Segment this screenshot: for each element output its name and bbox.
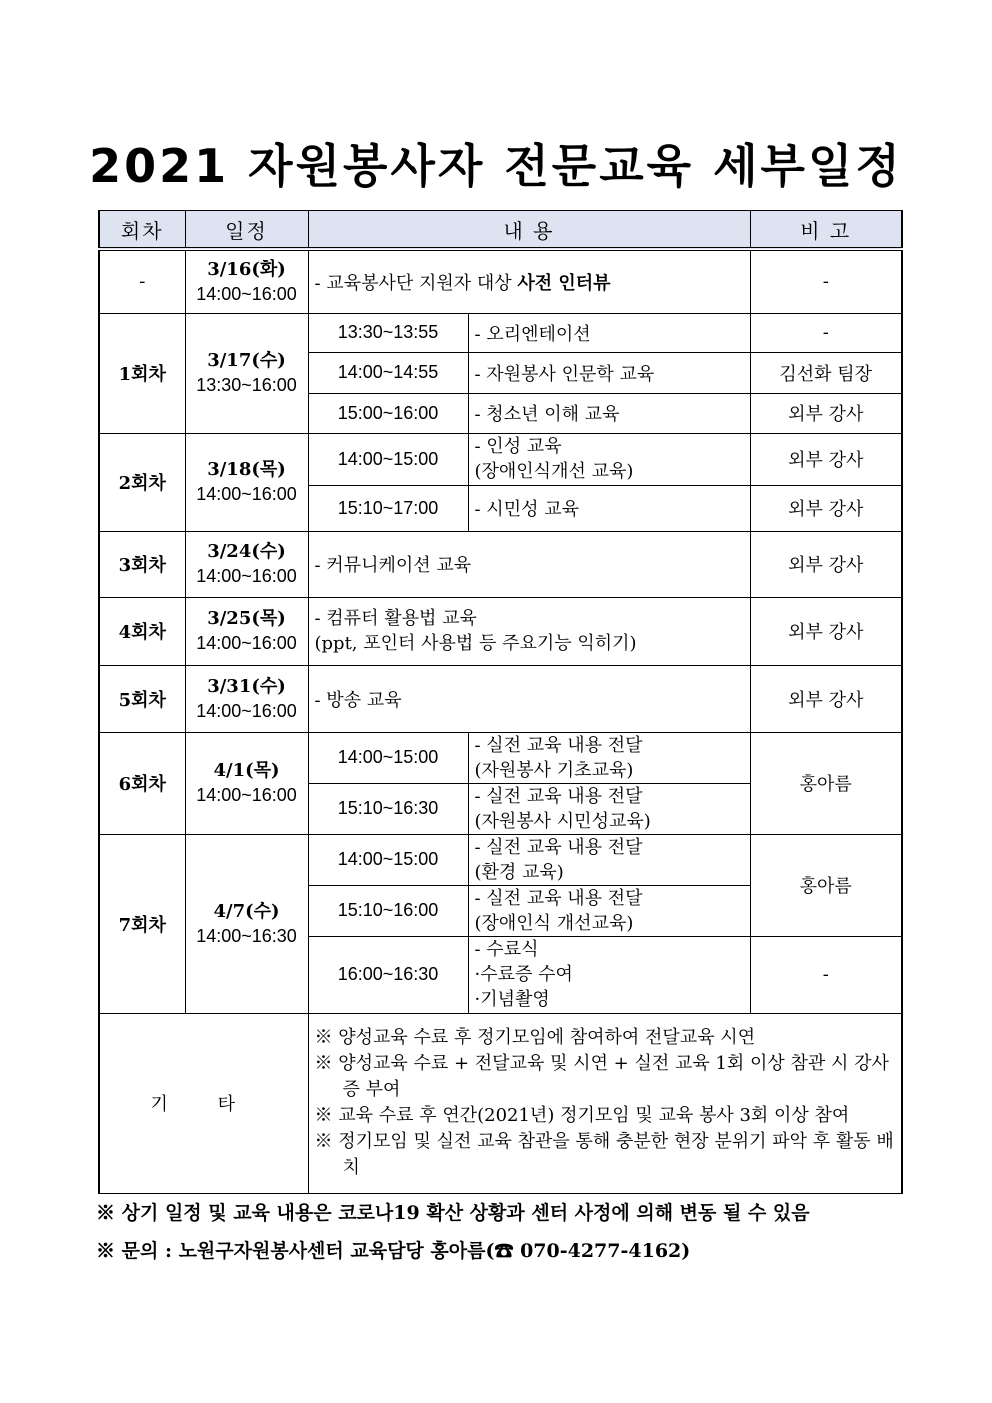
- table-row: [99, 249, 902, 313]
- session-cell: 4회차: [99, 597, 185, 665]
- note-cell: 외부 강사: [750, 433, 902, 485]
- header-note: 비 고: [750, 211, 902, 250]
- date-cell: [185, 665, 308, 732]
- note-cell: 김선화 팀장: [750, 352, 902, 393]
- time-range-text: 13:30~16:00: [196, 375, 297, 395]
- schedule-table: [98, 210, 903, 1194]
- note-cell: 외부 강사: [750, 597, 902, 665]
- session-cell: 1회차: [99, 313, 185, 433]
- note-cell: -: [750, 313, 902, 352]
- note-item: ※ 양성교육 수료 + 전달교육 및 시연 + 실전 교육 1회 이상 참관 시 강사증 부여: [314, 1053, 889, 1100]
- date-cell: [185, 433, 308, 531]
- header-content: 내 용: [308, 211, 750, 250]
- date-text: 4/7(수): [213, 900, 280, 922]
- table-row: [99, 732, 902, 783]
- time-range-text: 14:00~16:30: [196, 925, 297, 946]
- date-text: 3/31(수): [207, 675, 286, 697]
- slot-time-cell: 15:10~16:30: [308, 783, 468, 834]
- table-row: [99, 313, 902, 352]
- date-text: 3/18(목): [207, 459, 286, 480]
- content-cell: - 인성 교육 (장애인식개선 교육): [468, 433, 750, 485]
- content-cell: - 청소년 이해 교육: [468, 393, 750, 433]
- time-range-text: 14:00~16:00: [196, 484, 297, 504]
- date-cell: [185, 732, 308, 834]
- time-range-text: 14:00~16:00: [196, 566, 297, 586]
- content-cell: - 컴퓨터 활용법 교육 (ppt, 포인터 사용법 등 주요기능 익히기): [308, 597, 750, 665]
- footer-contact: ※ 문의 : 노원구자원봉사센터 교육담당 홍아름(☎ 070-4277-4162): [96, 1240, 691, 1262]
- content-cell: - 시민성 교육: [468, 485, 750, 531]
- date-text: 3/24(수): [207, 541, 286, 562]
- note-cell: 외부 강사: [750, 485, 902, 531]
- table-row: [99, 531, 902, 597]
- time-range-text: 14:00~16:00: [196, 785, 297, 805]
- page-title: 2021 자원봉사자 전문교육 세부일정: [89, 139, 903, 193]
- date-text: 3/16(화): [207, 258, 286, 280]
- date-cell: [185, 597, 308, 665]
- slot-time-cell: 14:00~15:00: [308, 732, 468, 783]
- date-cell: [185, 313, 308, 433]
- slot-time-cell: 16:00~16:30: [308, 936, 468, 1013]
- session-cell: 3회차: [99, 531, 185, 597]
- note-cell: 홍아름: [750, 834, 902, 936]
- session-cell: 7회차: [99, 834, 185, 1013]
- header-session: 회차: [99, 211, 185, 250]
- time-range-text: 14:00~16:00: [196, 633, 297, 653]
- note-item: ※ 정기모임 및 실전 교육 참관을 통해 충분한 현장 분위기 파악 후 활동 배치: [314, 1131, 894, 1178]
- date-text: 3/17(수): [207, 350, 286, 371]
- note-cell: -: [750, 249, 902, 313]
- table-row: [99, 597, 902, 665]
- etc-label: 기 타: [99, 1013, 308, 1193]
- content-cell: - 실전 교육 내용 전달 (자원봉사 시민성교육): [468, 783, 750, 834]
- session-cell: 5회차: [99, 665, 185, 732]
- note-cell: 홍아름: [750, 732, 902, 834]
- slot-time-cell: 14:00~15:00: [308, 433, 468, 485]
- session-cell: 2회차: [99, 433, 185, 531]
- time-range-text: 14:00~16:00: [196, 283, 297, 304]
- note-cell: -: [750, 936, 902, 1013]
- note-cell: 외부 강사: [750, 531, 902, 597]
- slot-time-cell: 15:00~16:00: [308, 393, 468, 433]
- content-cell: - 실전 교육 내용 전달 (환경 교육): [468, 834, 750, 885]
- slot-time-cell: 15:10~17:00: [308, 485, 468, 531]
- content-cell: [308, 249, 750, 313]
- date-text: 4/1(목): [213, 760, 280, 781]
- content-cell: - 방송 교육: [308, 665, 750, 732]
- slot-time-cell: 13:30~13:55: [308, 313, 468, 352]
- note-item: ※ 교육 수료 후 연간(2021년) 정기모임 및 교육 봉사 3회 이상 참여: [314, 1105, 850, 1126]
- session-cell: 6회차: [99, 732, 185, 834]
- slot-time-cell: 14:00~15:00: [308, 834, 468, 885]
- content-cell: - 실전 교육 내용 전달 (자원봉사 기초교육): [468, 732, 750, 783]
- slot-time-cell: 14:00~14:55: [308, 352, 468, 393]
- content-emphasis: 사전 인터뷰: [517, 272, 611, 294]
- content-cell: - 자원봉사 인문학 교육: [468, 352, 750, 393]
- session-cell: -: [99, 249, 185, 313]
- content-cell: - 커뮤니케이션 교육: [308, 531, 750, 597]
- time-range-text: 14:00~16:00: [196, 700, 297, 721]
- etc-notes: [308, 1013, 902, 1193]
- table-row: [99, 433, 902, 485]
- header-schedule: 일정: [185, 211, 308, 250]
- date-cell: [185, 531, 308, 597]
- note-cell: 외부 강사: [750, 393, 902, 433]
- content-cell: - 오리엔테이션: [468, 313, 750, 352]
- date-text: 3/25(목): [207, 608, 286, 629]
- date-cell: [185, 834, 308, 1013]
- content-cell: - 수료식 ·수료증 수여 ·기념촬영: [468, 936, 750, 1013]
- table-row: [99, 1013, 902, 1193]
- table-row: [99, 834, 902, 885]
- note-cell: 외부 강사: [750, 665, 902, 732]
- slot-time-cell: 15:10~16:00: [308, 885, 468, 936]
- note-item: ※ 양성교육 수료 후 정기모임에 참여하여 전달교육 시연: [314, 1027, 756, 1048]
- content-text: - 교육봉사단 지원자 대상: [314, 272, 518, 294]
- date-cell: [185, 249, 308, 313]
- footer-notice: ※ 상기 일정 및 교육 내용은 코로나19 확산 상황과 센터 사정에 의해 변동 될 수 있음: [96, 1202, 810, 1224]
- table-row: [99, 665, 902, 732]
- table-header-row: [99, 211, 902, 250]
- content-cell: - 실전 교육 내용 전달 (장애인식 개선교육): [468, 885, 750, 936]
